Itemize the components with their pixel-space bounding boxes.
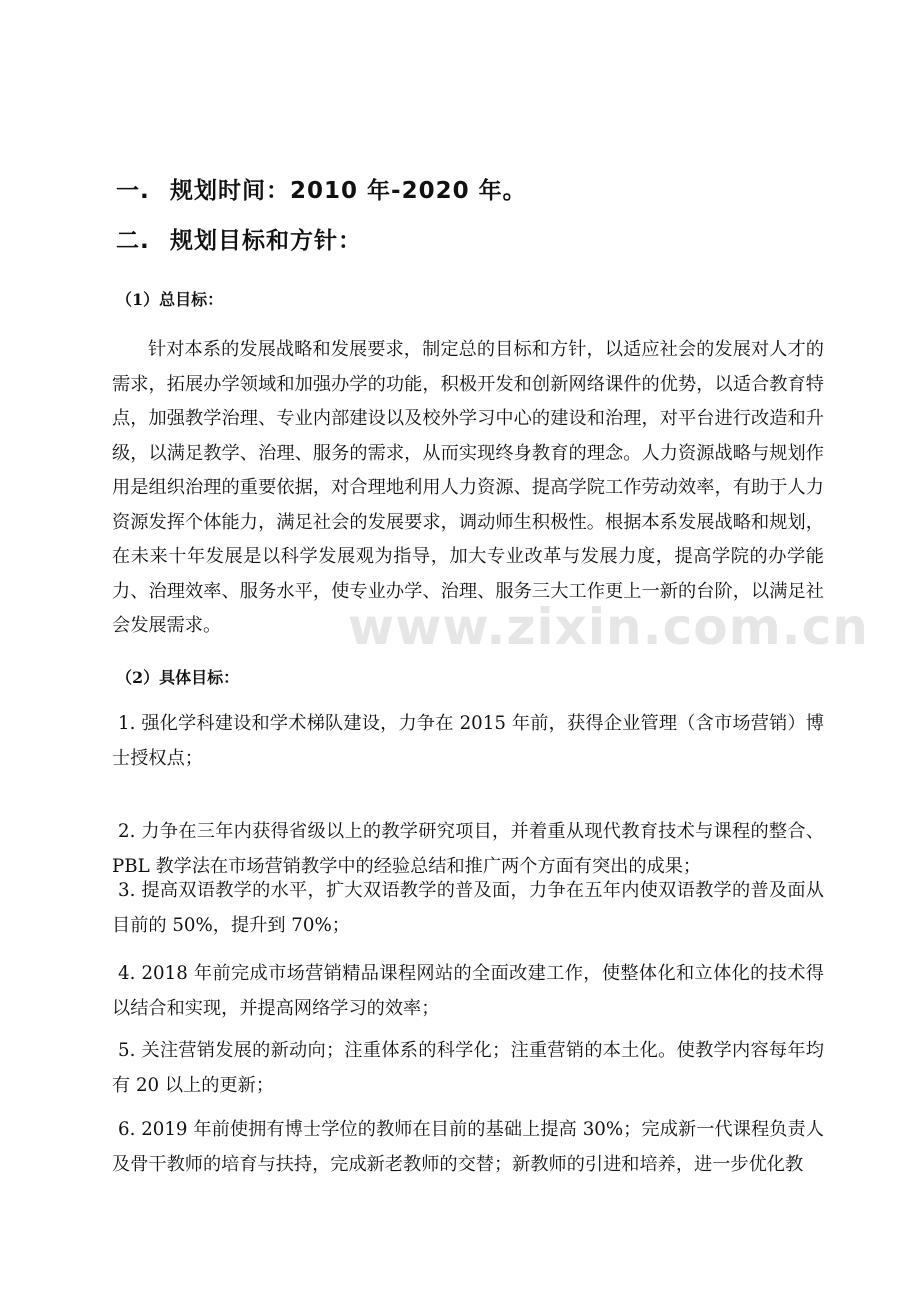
section-title: 规划目标和方针： <box>170 228 362 254</box>
goal-list-item: 5. 关注营销发展的新动向；注重体系的科学化；注重营销的本土化。使教学内容每年均有 20 以上的更新； <box>112 1040 824 1096</box>
section-number: 一. <box>116 178 150 204</box>
goal-list-item: 4. 2018 年前完成市场营销精品课程网站的全面改建工作，使整体化和立体化的技术得以结合和实现，并提高网络学习的效率； <box>112 963 824 1019</box>
section-title: 规划时间：2010 年-2020 年。 <box>170 178 527 204</box>
watermark: www.zixin.com.cn <box>348 598 869 656</box>
overall-goal-paragraph: 针对本系的发展战略和发展要求，制定总的目标和方针，以适应社会的发展对人才的需求，拓展办学领域和加强办学的功能，积极开发和创新网络课件的优势，以适合教育特点，加强教学治理、专业内部建设以及校外学习中心的建设和治理，对平台进行改造和升级，以满足教学、治理、服务的需求，从而实现终身教育的理念。人力资源战略与规划作用是组织治理的重要依据，对合理地利用人力资源、提高学院工作劳动效率，有助于人力资源发挥个体能力，满足社会的发展要求，调动师生积极性。根据本系发展战略和规划，在未来十年发展是以科学发展观为指导，加大专业改革与发展力度，提高学院的办学能力、治理效率、服务水平，使专业办学、治理、服务三大工作更上一新的台阶，以满足社会发展需求。 <box>112 339 824 636</box>
goal-list-item: 6. 2019 年前使拥有博士学位的教师在目前的基础上提高 30%；完成新一代课程负责人及骨干教师的培育与扶持，完成新老教师的交替；新教师的引进和培养，进一步优化教 <box>112 1119 824 1175</box>
subheading-specific-goals: （2）具体目标： <box>116 668 240 687</box>
goal-list-item: 1. 强化学科建设和学术梯队建设，力争在 2015 年前，获得企业管理（含市场营销）博士授权点； <box>112 713 824 769</box>
section-heading-goals <box>116 222 362 255</box>
section-number: 二. <box>116 228 150 254</box>
subheading-overall-goal: （1）总目标： <box>116 290 224 309</box>
goal-list-item: 3. 提高双语教学的水平，扩大双语教学的普及面，力争在五年内使双语教学的普及面从目前的 50%，提升到 70%； <box>112 880 824 936</box>
section-heading-time <box>116 172 527 205</box>
goal-list-item: 2. 力争在三年内获得省级以上的教学研究项目，并着重从现代教育技术与课程的整合、PBL 教学法在市场营销教学中的经验总结和推广两个方面有突出的成果； <box>112 821 824 877</box>
